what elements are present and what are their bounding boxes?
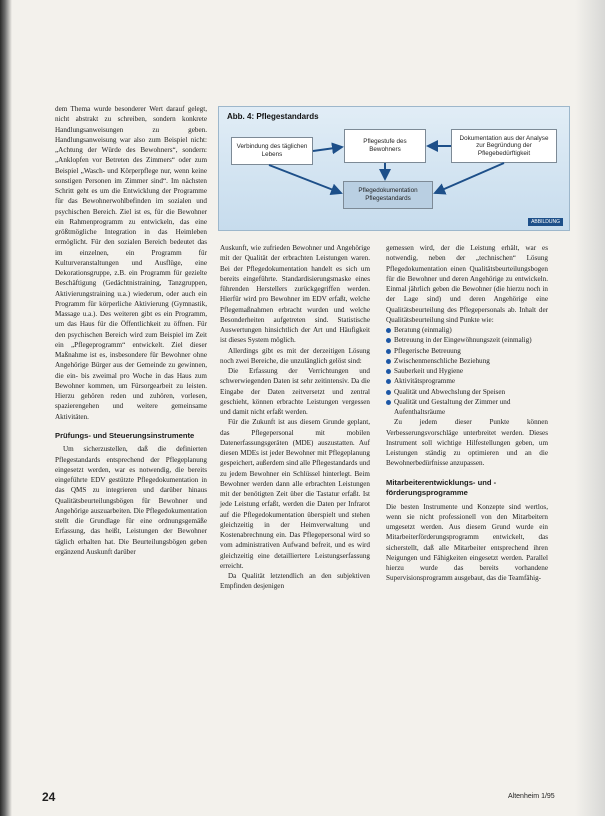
paragraph: Für die Zukunft ist aus diesem Grunde geplant, das Pflegepersonal mit mobilen Datenerfassungsgeräten (MDE) auszustatten. Auf diesen MDEs ist jeder Bewohner mit Pflegeplanung gespeichert, außerdem sind alle Pflegestandards und zu jedem Bewohner ein Schlüssel hinterlegt. Beim Bewohner werden dann alle erbrachten Leistungen mit der benötigten Zeit über die Tastatur erfaßt. Ist jede Leistung erfaßt, werden die Daten per Infrarot auf die Pflegedokumentation überspielt und stehen gleichzeitig in der Heimverwaltung und Kostenabrechnung ein. Das Pflegepersonal wird so vom administrativen Aufwand befreit, und es wird gleichzeitig eine detailliertere Leistungserfassung erreicht. (220, 418, 370, 570)
figure-box-care-level: Pflegestufe des Bewohners (344, 129, 426, 163)
text-column-3 (386, 243, 548, 584)
figure-box-documentation: Dokumentation aus der Analyse zur Begründung der Pflegebedürftigkeit (451, 129, 557, 163)
figure-box-daily-life: Verbindung des täglichen Lebens (231, 137, 313, 165)
figure-source-badge: ABBILDUNG (528, 218, 563, 226)
paragraph: Allerdings gibt es mit der derzeitigen Lösung noch zwei Bereiche, die unzulänglich gelöst sind: (220, 346, 370, 365)
next-page-edge (575, 0, 605, 816)
paragraph: Da Qualität letztendlich an den subjektiven Empfinden desjenigen (220, 572, 370, 591)
list-item: Qualität und Abwechslung der Speisen (386, 387, 548, 397)
arrow-a-to-d (269, 165, 341, 193)
list-item: Beratung (einmalig) (386, 325, 548, 335)
paragraph: Zu jedem dieser Punkte können Verbesserungsvorschläge unterbreitet werden. Dieses Instrument soll wichtige Hilfestellungen geben, um Leistungen ständig zu optimieren und an die Bewohnerbedürfnisse anzupassen. (386, 418, 548, 468)
page-number: 24 (42, 790, 56, 804)
paragraph: gemessen wird, der die Leistung erhält, war es notwendig, neben der „technischen“ Lösung Pflegedokumentation einen Qualitätsbeurteilungsbogen für die Bewohner und deren Angehörige zu entwickeln. Einmal jährlich geben die Bewohner (die hierzu noch in der Lage sind) und deren Angehörige eine Qualitätsbeurteilung des Pflegepersonals ab. Inhalt der Qualitätsbeurteilung sind Punkte wie: (386, 244, 548, 324)
publication-footer: Altenheim 1/95 (508, 793, 555, 800)
paragraph: Um sicherzustellen, daß die definierten Pflegestandards entsprechend der Pflegeplanung eingesetzt werden, war es notwendig, die bereits eingeführte EDV gestützte Pflegedokumentation in das QMS zu integrieren und darüber hinaus Qualitätsbeurteilungsbögen für Bewohner und Angehörige auszuarbeiten. Die Pflegedokumentation stellt die Grundlage für eine ordnungsgemäße Erfassung, das heißt, Leistungen der Bewohner täglich erhalten hat. Die Beurteilungsbögen geben ergänzend Auskunft darüber (55, 445, 207, 556)
binding-shadow (0, 0, 12, 816)
paragraph: Auskunft, wie zufrieden Bewohner und Angehörige mit der Qualität der erbrachten Leistungen waren. Bei der Pflegedokumentation handelt es sich um bereits eingeführte. Standardisierungsmaske eines führenden Herstellers zurückgegriffen werden. Hierfür wird pro Bewohner im EDV erfaßt, welche Pflegemaßnahmen erbracht wurden und welche Besonderheiten aufgetreten sind. Statistische Auswertungen hinsichtlich der Art und Häufigkeit ist dieses System möglich. (220, 244, 370, 345)
paragraph: Die Erfassung der Verrichtungen und schwerwiegenden Daten ist sehr zeitintensiv. Da die Eingabe der Daten zeitversetzt und zentral geschieht, können erbrachte Leistungen vergessen und damit nicht erfaßt werden. (220, 367, 370, 416)
arrow-c-to-d (435, 163, 504, 193)
figure-box-standards: Pflegedokumentation Pflegestandards (343, 181, 433, 209)
list-item: Zwischenmenschliche Beziehung (386, 356, 548, 366)
list-item: Pflegerische Betreuung (386, 346, 548, 356)
arrow-a-to-b (313, 147, 342, 151)
list-item: Aktivitätsprogramme (386, 376, 548, 386)
figure-title: Abb. 4: Pflegestandards (227, 112, 319, 121)
paragraph: dem Thema wurde besonderer Wert darauf gelegt, nicht abstrakt zu schreiben, sondern konkrete Handlungsanweisungen zu geben. Handlungsanweisung war also zum Beispiel nicht: „Achtung der Würde des Bewohners“, sondern: „Anklopfen vor Betreten des Zimmers“ oder zum Beispiel „Wasch- und Körperpflege nur, wenn keine sonstigen Personen im Zimmer sind“. Im nächsten Schritt geht es um die Entwicklung der Programme für das Bewohnerwohlbefinden im sozialen und psychischen Bereich. Ziel ist es, für die Bewohner ein Rahmenprogramm zu entwickeln, das eine größtmögliche Integration in das Heimleben ermöglicht. Für den sozialen Bereich bedeutet das im einzelnen, ein Programm für Kulturveranstaltungen und Ausflüge, eine Dekorationsgruppe, z.B. ein Programm für gezielte Beschäftigung (Gedächtnistraining, Tanzgruppen, Aktivierungstraining u.a.) wiederum, oder auch ein Programm für körperliche Aktivierung (Gymnastik, Massage u.a.). Des weiteren gibt es ein Programm, um das Haus für die Öffentlichkeit zu öffnen. Für den psychischen Bereich wird zum Beispiel im Zeit ein „Pflegeprogramm“ entwickelt. Ziel dieser Maßnahme ist es, insbesondere für Bewohner ohne Angehörige Bürger aus der Gemeinde zu gewinnen, die ein- bis zweimal pro Woche in das Haus zum Bewohner kommen, um Fürsorgearbeit zu leisten. Hierzu gehören reden und zuhören, vorlesen, spazierengehen und weitere gemeinsame Aktivitäten. (55, 105, 207, 421)
figure-arrows (219, 107, 569, 230)
section-heading-pruefung: Prüfungs- und Steuerungsinstrumente (55, 430, 195, 440)
paragraph: Die besten Instrumente und Konzepte sind wertlos, wenn sie nicht professionell von den Mitarbeitern umgesetzt werden. Aus diesem Grund wurde ein Mitarbeiterförderungsprogramm entwickelt, das sicherstellt, daß alle Mitarbeiter entsprechend ihren Neigungen und Fähigkeiten eingesetzt werden. Parallel hierzu wurde das bereits vorhandene Supervisionsprogramm ausgebaut, das die Teamfähig- (386, 502, 548, 583)
text-column-2 (220, 243, 370, 592)
list-item: Sauberkeit und Hygiene (386, 366, 548, 376)
figure-pflegestandards (218, 106, 570, 231)
list-item: Qualität und Gestaltung der Zimmer und Aufenthaltsräume (386, 397, 548, 418)
bullet-list (386, 325, 548, 417)
list-item: Betreuung in der Eingewöhnungszeit (einmalig) (386, 335, 548, 345)
text-column-1 (55, 104, 207, 557)
section-heading-mitarbeiter: Mitarbeiterentwicklungs- und -förderungsprogramme (386, 477, 497, 497)
